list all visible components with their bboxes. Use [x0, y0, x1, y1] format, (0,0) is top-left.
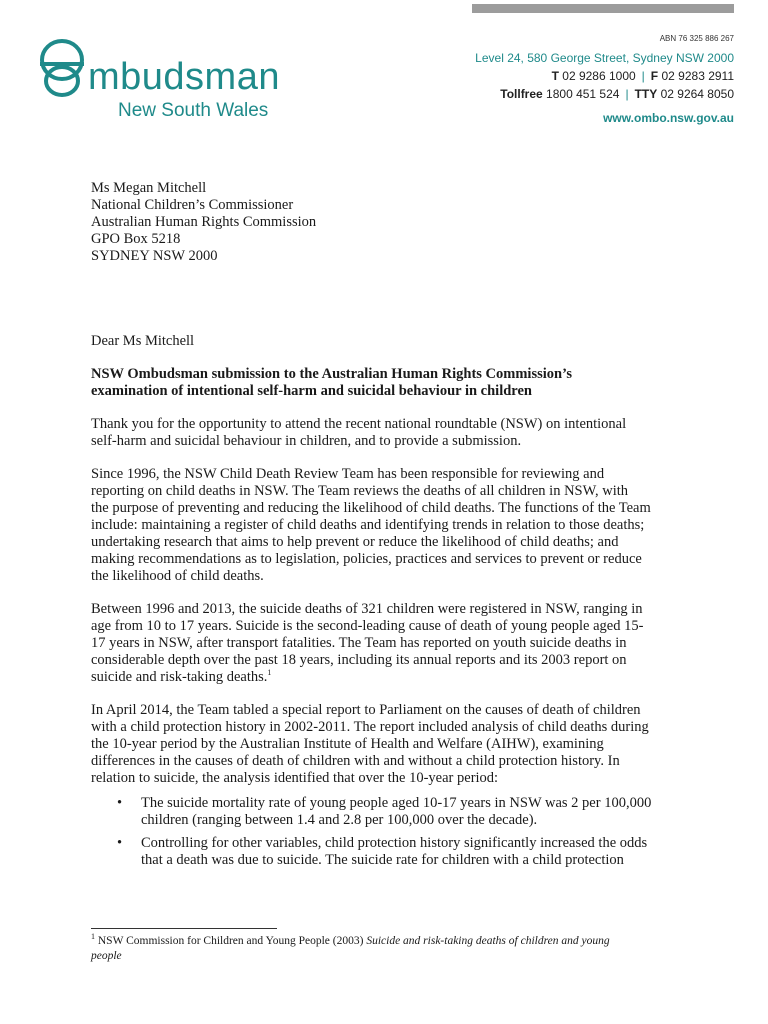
paragraph-suicide-deaths — [91, 601, 691, 686]
recipient-line: GPO Box 5218 — [91, 231, 181, 247]
list-item-line: The suicide mortality rate of young people aged 10-17 years in NSW was 2 per 100,000 — [141, 795, 652, 811]
tty-label: TTY — [634, 87, 658, 101]
header-bar — [472, 4, 734, 13]
contact-block — [414, 34, 734, 126]
recipient-line: Ms Megan Mitchell — [91, 180, 207, 196]
list-item — [91, 795, 691, 829]
list-item — [91, 835, 691, 869]
footnote-text: NSW Commission for Children and Young People (2003) — [97, 935, 364, 947]
list-item-line: Controlling for other variables, child protection history significantly increased the odds — [141, 835, 648, 851]
footnote-number: 1 — [91, 932, 95, 942]
recipient-line: National Children’s Commissioner — [91, 197, 294, 213]
findings-list — [91, 795, 691, 869]
paragraph-special-report — [91, 702, 691, 787]
paragraph-line: In April 2014, the Team tabled a special report to Parliament on the causes of death of children — [91, 702, 641, 718]
tty-number: 02 9264 8050 — [660, 87, 734, 101]
paragraph-line: making recommendations as to legislation, policies, practices and services to prevent or reduce — [91, 551, 642, 567]
letter-body — [91, 333, 691, 875]
phone-label: T — [551, 69, 559, 83]
paragraph-team — [91, 466, 691, 585]
paragraph-intro — [91, 416, 691, 450]
footnote-title: Suicide and risk-taking deaths of children and young — [366, 935, 610, 947]
tollfree-number: 1800 451 524 — [546, 87, 620, 101]
paragraph-line: self-harm and suicidal behaviour in children, and to provide a submission. — [91, 433, 522, 449]
paragraph-line: Since 1996, the NSW Child Death Review Team has been responsible for reviewing and — [91, 466, 605, 482]
logo-subtitle: New South Wales — [118, 100, 269, 121]
recipient-line: Australian Human Rights Commission — [91, 214, 317, 230]
paragraph-line: the 10-year period by the Australian Institute of Health and Welfare (AIHW), examining — [91, 736, 604, 752]
phone-number: 02 9286 1000 — [562, 69, 636, 83]
subject-line-2: examination of intentional self-harm and suicidal behaviour in children — [91, 383, 532, 399]
paragraph-line: include: maintaining a register of child deaths and identifying trends in relation to those deaths; — [91, 517, 645, 533]
phone-line: T 02 9286 1000 | F 02 9283 2911 — [551, 69, 734, 83]
abn-number: ABN 76 325 886 267 — [659, 34, 734, 43]
fax-label: F — [650, 69, 659, 83]
website-link[interactable]: www.ombo.nsw.gov.au — [603, 111, 734, 125]
fax-number: 02 9283 2911 — [661, 69, 734, 83]
tollfree-line: Tollfree 1800 451 524 | TTY 02 9264 8050 — [500, 87, 734, 101]
paragraph-line: with a child protection history in 2002-2011. The report included analysis of child deaths during — [91, 719, 649, 735]
paragraph-line: relation to suicide, the analysis identified that over the 10-year period: — [91, 770, 499, 786]
list-item-line: that a death was due to suicide. The suicide rate for children with a child protection — [141, 852, 624, 868]
paragraph-line: 17 years in NSW, after transport fatalities. The Team has reported on youth suicide deaths in — [91, 635, 627, 651]
footnote — [91, 934, 691, 964]
logo-wordmark: mbudsman — [88, 56, 280, 98]
paragraph-line: undertaking research that aims to help prevent or reduce the likelihood of child deaths; and — [91, 534, 619, 550]
paragraph-line: Between 1996 and 2013, the suicide deaths of 321 children were registered in NSW, ranging in — [91, 601, 643, 617]
paragraph-line: considerable depth over the past 18 years, including its annual reports and its 2003 report on — [91, 652, 627, 668]
paragraph-line: suicide and risk-taking deaths. — [91, 669, 268, 685]
paragraph-line: age from 10 to 17 years. Suicide is the second-leading cause of death of young people aged 15- — [91, 618, 644, 634]
paragraph-line: the likelihood of child deaths. — [91, 568, 264, 584]
salutation: Dear Ms Mitchell — [91, 333, 195, 349]
footnote-ref[interactable]: 1 — [267, 668, 272, 678]
footnote-divider — [91, 928, 277, 929]
footnote-title-cont: people — [91, 950, 122, 962]
ombudsman-o-icon — [36, 34, 96, 114]
paragraph-line: the purpose of preventing and reducing the likelihood of child deaths. The functions of the Team — [91, 500, 651, 516]
recipient-address — [91, 180, 316, 265]
paragraph-line: differences in the causes of death of children with and without a child protection history. In — [91, 753, 620, 769]
subject-line — [91, 366, 691, 400]
address: Level 24, 580 George Street, Sydney NSW 2000 — [475, 51, 734, 65]
recipient-line: SYDNEY NSW 2000 — [91, 248, 218, 264]
ombudsman-logo — [36, 34, 316, 129]
subject-line-1: NSW Ombudsman submission to the Australian Human Rights Commission’s — [91, 366, 573, 382]
paragraph-line: reporting on child deaths in NSW. The Team reviews the deaths of all children in NSW, with — [91, 483, 628, 499]
tollfree-label: Tollfree — [500, 87, 543, 101]
paragraph-line: Thank you for the opportunity to attend the recent national roundtable (NSW) on intentional — [91, 416, 627, 432]
list-item-line: children (ranging between 1.4 and 2.8 per 100,000 over the decade). — [141, 812, 538, 828]
